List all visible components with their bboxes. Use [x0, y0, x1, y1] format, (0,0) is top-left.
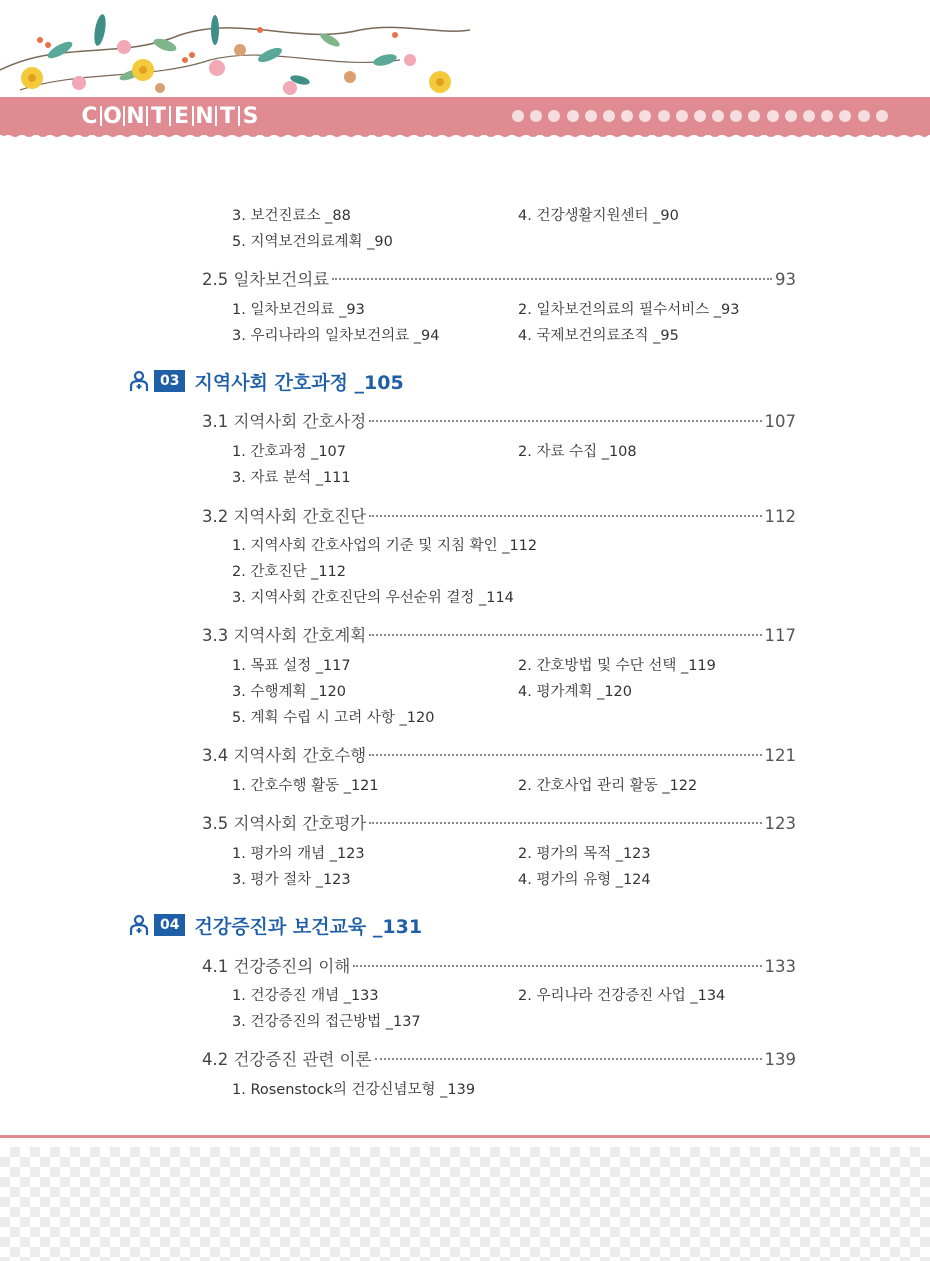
contents-letter: N	[195, 103, 214, 129]
banner-dot	[839, 110, 851, 122]
toc-item[interactable]: 3. 보건진료소 _88	[232, 208, 351, 224]
toc-item[interactable]: 1. 평가의 개념 _123	[232, 846, 365, 862]
page-number: 112	[764, 507, 796, 526]
chapter-heading[interactable]	[128, 368, 404, 394]
toc-item[interactable]: 4. 평가의 유형 _124	[518, 872, 651, 888]
footer-divider	[0, 1135, 930, 1138]
page-number: 117	[764, 626, 796, 645]
toc-item[interactable]: 2. 간호사업 관리 활동 _122	[518, 778, 698, 794]
toc-section[interactable]	[202, 810, 796, 832]
banner-dot	[803, 110, 815, 122]
chapter-heading[interactable]	[128, 912, 422, 938]
banner-dot	[858, 110, 870, 122]
toc-item[interactable]: 2. 자료 수집 _108	[518, 444, 637, 460]
toc-item[interactable]: 1. 건강증진 개념 _133	[232, 988, 379, 1004]
toc-item[interactable]: 1. 간호수행 활동 _121	[232, 778, 379, 794]
section-title: 3.4 지역사회 간호수행	[202, 746, 367, 765]
banner-dot	[621, 110, 633, 122]
contents-letter: C	[81, 103, 98, 129]
banner-dot	[639, 110, 651, 122]
letter-divider	[169, 106, 171, 126]
toc-item[interactable]: 5. 계획 수립 시 고려 사항 _120	[232, 710, 435, 726]
floral-decoration	[0, 0, 470, 100]
toc-item[interactable]: 3. 수행계획 _120	[232, 684, 347, 700]
contents-letter: S	[242, 103, 259, 129]
toc-item[interactable]: 3. 자료 분석 _111	[232, 470, 351, 486]
letter-divider	[146, 106, 148, 126]
page-number: 133	[764, 957, 796, 976]
section-title: 4.1 건강증진의 이해	[202, 957, 351, 976]
banner-scallop-edge	[0, 131, 930, 143]
nurse-icon	[128, 914, 150, 936]
contents-heading	[80, 101, 260, 131]
dot-leader	[369, 420, 761, 422]
banner-dot	[730, 110, 742, 122]
section-title: 3.2 지역사회 간호진단	[202, 507, 367, 526]
toc-item[interactable]: 4. 국제보건의료조직 _95	[518, 328, 679, 344]
toc-section[interactable]	[202, 503, 796, 525]
banner-dot	[767, 110, 779, 122]
section-title: 3.5 지역사회 간호평가	[202, 814, 367, 833]
toc-section[interactable]	[202, 266, 796, 288]
toc-item[interactable]: 1. Rosenstock의 건강신념모형 _139	[232, 1082, 476, 1098]
banner-dot	[530, 110, 542, 122]
section-title: 4.2 건강증진 관련 이론	[202, 1050, 372, 1069]
toc-item[interactable]: 3. 건강증진의 접근방법 _137	[232, 1014, 421, 1030]
banner-dot	[821, 110, 833, 122]
toc-item[interactable]: 4. 평가계획 _120	[518, 684, 633, 700]
contents-letter: E	[173, 103, 190, 129]
toc-item[interactable]: 1. 일차보건의료 _93	[232, 302, 365, 318]
dot-leader	[375, 1058, 762, 1060]
toc-section[interactable]	[202, 1046, 796, 1068]
section-title: 3.3 지역사회 간호계획	[202, 626, 367, 645]
page-header	[0, 0, 930, 145]
chapter-number: 03	[154, 370, 185, 392]
banner-dot	[676, 110, 688, 122]
dot-leader	[369, 754, 761, 756]
letter-divider	[100, 106, 102, 126]
page-number: 123	[764, 814, 796, 833]
toc-item[interactable]: 3. 평가 절차 _123	[232, 872, 351, 888]
decorative-dots	[512, 110, 912, 122]
section-title: 3.1 지역사회 간호사정	[202, 412, 367, 431]
banner-dot	[712, 110, 724, 122]
contents-letter: T	[219, 103, 235, 129]
dot-leader	[332, 278, 772, 280]
chapter-title: 건강증진과 보건교육 _131	[194, 915, 423, 938]
toc-item[interactable]: 3. 우리나라의 일차보건의료 _94	[232, 328, 440, 344]
toc-item[interactable]: 1. 간호과정 _107	[232, 444, 347, 460]
dot-leader	[369, 822, 761, 824]
banner-dot	[876, 110, 888, 122]
banner-dot	[548, 110, 560, 122]
letter-divider	[123, 106, 125, 126]
page-number: 139	[764, 1050, 796, 1069]
toc-item[interactable]: 2. 우리나라 건강증진 사업 _134	[518, 988, 726, 1004]
nurse-icon	[128, 370, 150, 392]
banner-dot	[567, 110, 579, 122]
contents-letter: N	[126, 103, 145, 129]
footer-checker-pattern	[0, 1147, 930, 1261]
banner-dot	[694, 110, 706, 122]
banner-dot	[512, 110, 524, 122]
toc-item[interactable]: 2. 평가의 목적 _123	[518, 846, 651, 862]
toc-item[interactable]: 5. 지역보건의료계획 _90	[232, 234, 393, 250]
toc-item[interactable]: 2. 일차보건의료의 필수서비스 _93	[518, 302, 740, 318]
toc-item[interactable]: 2. 간호진단 _112	[232, 564, 347, 580]
page-number: 107	[764, 412, 796, 431]
letter-divider	[215, 106, 217, 126]
page-number: 121	[764, 746, 796, 765]
toc-item[interactable]: 1. 지역사회 간호사업의 기준 및 지침 확인 _112	[232, 538, 538, 554]
dot-leader	[369, 634, 761, 636]
toc-item[interactable]: 4. 건강생활지원센터 _90	[518, 208, 679, 224]
banner-dot	[785, 110, 797, 122]
toc-item[interactable]: 1. 목표 설정 _117	[232, 658, 351, 674]
page-number: 93	[775, 270, 796, 289]
banner-dot	[603, 110, 615, 122]
letter-divider	[238, 106, 240, 126]
contents-letter: T	[150, 103, 166, 129]
banner-dot	[748, 110, 760, 122]
banner-dot	[658, 110, 670, 122]
toc-item[interactable]: 2. 간호방법 및 수단 선택 _119	[518, 658, 716, 674]
toc-section[interactable]	[202, 953, 796, 975]
chapter-number: 04	[154, 914, 185, 936]
dot-leader	[369, 515, 761, 517]
banner-dot	[585, 110, 597, 122]
toc-section[interactable]	[202, 408, 796, 430]
section-title: 2.5 일차보건의료	[202, 270, 330, 289]
chapter-title: 지역사회 간호과정 _105	[194, 371, 404, 394]
toc-section[interactable]	[202, 742, 796, 764]
letter-divider	[192, 106, 194, 126]
toc-item[interactable]: 3. 지역사회 간호진단의 우선순위 결정 _114	[232, 590, 514, 606]
contents-letter: O	[103, 103, 122, 129]
dot-leader	[353, 965, 761, 967]
toc-section[interactable]	[202, 622, 796, 644]
